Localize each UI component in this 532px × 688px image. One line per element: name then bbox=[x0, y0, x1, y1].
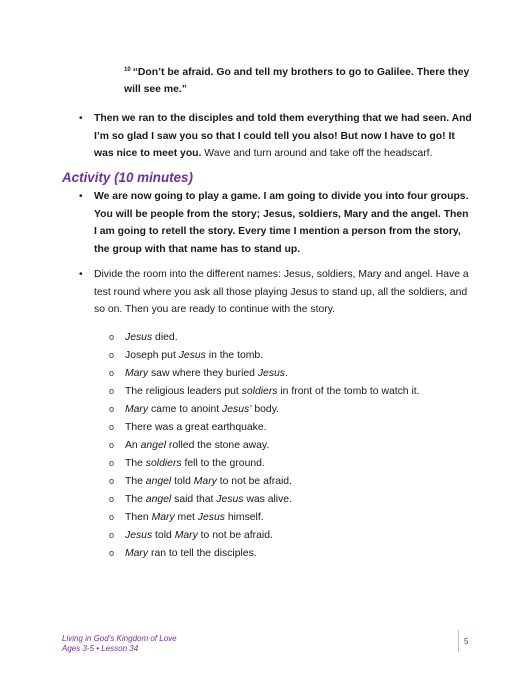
list-marker: o bbox=[109, 548, 115, 558]
item-text: to not be afraid. bbox=[197, 530, 273, 541]
item-text: fell to the ground. bbox=[181, 458, 265, 469]
item-text: was alive. bbox=[243, 494, 292, 505]
list-marker: o bbox=[109, 494, 115, 504]
activity-heading: Activity (10 minutes) bbox=[62, 170, 193, 185]
character-name: Jesus bbox=[197, 512, 225, 523]
character-name: soldiers bbox=[145, 458, 182, 469]
character-name: Mary bbox=[125, 368, 149, 379]
list-marker: o bbox=[109, 440, 115, 450]
story-list-item bbox=[125, 331, 178, 345]
instructions-paragraph: Divide the room into the different names: Jesus, soldiers, Mary and angel. Have a test round where you ask all those playing Jesus to stand up, all the soldiers, and so on. Then you are ready to continue with the story. bbox=[94, 269, 469, 315]
item-text: told bbox=[171, 476, 194, 487]
item-text: The bbox=[125, 476, 146, 487]
item-text: The bbox=[125, 494, 146, 505]
list-marker: o bbox=[109, 458, 115, 468]
story-list-item bbox=[125, 547, 257, 561]
narration-bold-text: Then we ran to the disciples and told them everything that we had seen. And I’m so glad I saw you so that I could tell you also! But now I have to go! It was nice to meet you. bbox=[94, 113, 472, 159]
verse-number: 10 bbox=[124, 67, 131, 73]
story-list-item bbox=[125, 457, 265, 471]
character-name: Mary bbox=[193, 476, 217, 487]
list-marker: o bbox=[109, 512, 115, 522]
item-text: himself. bbox=[224, 512, 264, 523]
story-list-item bbox=[125, 529, 273, 543]
list-marker: o bbox=[109, 404, 115, 414]
narration-instruction-text: Wave and turn around and take off the headscarf. bbox=[201, 148, 433, 159]
item-text: The bbox=[125, 458, 146, 469]
footer-title bbox=[62, 634, 177, 654]
item-text: rolled the stone away. bbox=[166, 440, 270, 451]
story-list-item bbox=[125, 421, 267, 435]
story-list-item bbox=[125, 367, 288, 381]
item-text: An bbox=[125, 440, 141, 451]
footer-lesson-info: Ages 3-5 • Lesson 34 bbox=[62, 644, 139, 653]
item-text: There was a great earthquake. bbox=[125, 422, 267, 433]
item-text: . bbox=[285, 368, 288, 379]
list-marker: o bbox=[109, 350, 115, 360]
list-marker: o bbox=[109, 422, 115, 432]
story-list-item bbox=[125, 385, 420, 399]
character-name: Jesus’ bbox=[222, 404, 252, 415]
character-name: Jesus bbox=[216, 494, 244, 505]
story-list-item bbox=[125, 349, 263, 363]
bullet-marker: • bbox=[79, 113, 83, 124]
item-text: in the tomb. bbox=[205, 350, 264, 361]
story-list-item bbox=[125, 493, 292, 507]
list-marker: o bbox=[109, 368, 115, 378]
character-name: Jesus bbox=[125, 530, 153, 541]
story-list-item bbox=[125, 475, 292, 489]
list-marker: o bbox=[109, 476, 115, 486]
character-name: Mary bbox=[174, 530, 198, 541]
character-name: Mary bbox=[125, 548, 149, 559]
footer-series-name: Living in God’s Kingdom of Love bbox=[62, 634, 177, 643]
story-list-item bbox=[125, 439, 269, 453]
bullet-marker: • bbox=[79, 191, 83, 202]
game-intro-paragraph: We are now going to play a game. I am going to divide you into four groups. You will be people from the story; Jesus, soldiers, Mary and the angel. Then I am going to retell the story. Every time I mention a person from the story, the group with that name has to stand up. bbox=[94, 191, 469, 255]
scripture-quote bbox=[124, 62, 484, 98]
item-text: ran to tell the disciples. bbox=[148, 548, 257, 559]
character-name: angel bbox=[140, 440, 167, 451]
character-name: Jesus bbox=[125, 332, 153, 343]
character-name: Mary bbox=[125, 404, 149, 415]
footer-divider bbox=[458, 630, 459, 652]
list-marker: o bbox=[109, 530, 115, 540]
item-text: met bbox=[174, 512, 198, 523]
bullet-marker: • bbox=[79, 269, 83, 280]
item-text: Then bbox=[125, 512, 152, 523]
item-text: The religious leaders put bbox=[125, 386, 242, 397]
item-text: to not be afraid. bbox=[216, 476, 292, 487]
character-name: angel bbox=[145, 476, 172, 487]
item-text: saw where they buried bbox=[148, 368, 258, 379]
list-marker: o bbox=[109, 386, 115, 396]
character-name: Mary bbox=[151, 512, 175, 523]
character-name: Jesus bbox=[178, 350, 206, 361]
quote-text: “Don’t be afraid. Go and tell my brothers to go to Galilee. There they will see me.” bbox=[124, 67, 470, 95]
item-text: told bbox=[152, 530, 175, 541]
item-text: came to anoint bbox=[148, 404, 223, 415]
item-text: in front of the tomb to watch it. bbox=[277, 386, 420, 397]
character-name: soldiers bbox=[241, 386, 278, 397]
character-name: angel bbox=[145, 494, 172, 505]
story-list-item bbox=[125, 511, 264, 525]
list-marker: o bbox=[109, 332, 115, 342]
narration-paragraph bbox=[94, 110, 474, 163]
story-list-item bbox=[125, 403, 279, 417]
page-number: 5 bbox=[464, 637, 469, 646]
item-text: Joseph put bbox=[125, 350, 179, 361]
item-text: said that bbox=[171, 494, 217, 505]
item-text: died. bbox=[152, 332, 178, 343]
item-text: body. bbox=[251, 404, 280, 415]
character-name: Jesus bbox=[257, 368, 285, 379]
